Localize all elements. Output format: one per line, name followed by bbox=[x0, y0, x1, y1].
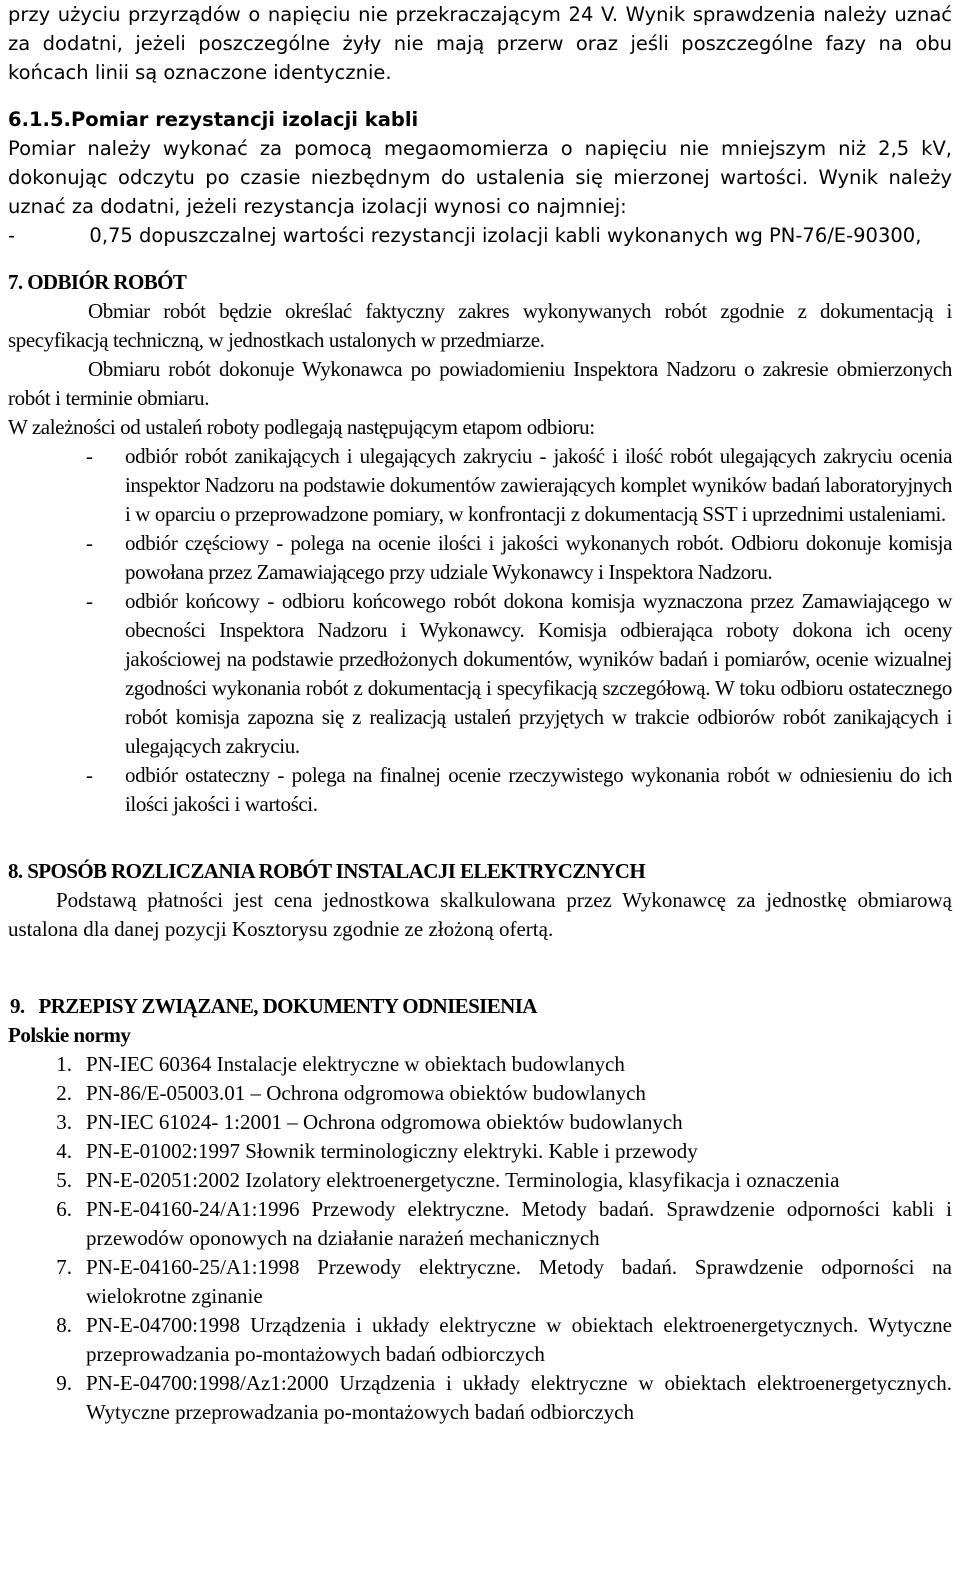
section-8-title: 8. SPOSÓB ROZLICZANIA ROBÓT INSTALACJI ELEKTRYCZNYCH bbox=[8, 859, 646, 883]
list-item: - odbiór robót zanikających i ulegających zakryciu - jakość i ilość robót ulegających zakryciu ocenia inspektor Nadzoru na podstawie dokumentów zawierających komplet wyników badań laboratoryjnych i w oparciu o przeprowadzone pomiary, w konfrontacji z dokumentacją SST i uprzednimi ustaleniami. bbox=[86, 444, 952, 526]
list-item: 8. PN-E-04700:1998 Urządzenia i układy elektryczne w obiektach elektroenergetycznych. Wytyczne przeprowadzania po-montażowych badań odbiorczych bbox=[56, 1313, 952, 1366]
section-9 bbox=[8, 992, 952, 1427]
list-item: - odbiór ostateczny - polega na finalnej ocenie rzeczywistego wykonania robót w odniesieniu do ich ilości jakości i wartości. bbox=[86, 763, 952, 816]
section-6-1-5-number: 6.1.5. bbox=[8, 108, 71, 131]
list-item: 2. PN-86/E-05003.01 – Ochrona odgromowa obiektów budowlanych bbox=[56, 1081, 646, 1105]
section-6-1-5 bbox=[8, 105, 952, 250]
section-8 bbox=[8, 857, 952, 944]
list-item: 5. PN-E-02051:2002 Izolatory elektroenergetyczne. Terminologia, klasyfikacja i oznaczenia bbox=[56, 1168, 840, 1192]
section-7-list bbox=[8, 442, 952, 819]
list-item: 4. PN-E-01002:1997 Słownik terminologiczny elektryki. Kable i przewody bbox=[56, 1139, 698, 1163]
list-item: - odbiór końcowy - odbioru końcowego robót dokona komisja wyznaczona przez Zamawiającego w obecności Inspektora Nadzoru i Wykonawcy. Komisja odbierająca roboty dokona ich oceny jakościowej na podstawie przedłożonych dokumentów, wyników badań i pomiarów, ocenie wizualnej zgodności wykonania robót z dokumentacją i specyfikacją szczegółową. W toku odbioru ostatecznego robót komisja zapozna się z realizacją ustaleń przyjętych w trakcie odbiorów robót zanikających i ulegających zakryciu. bbox=[86, 589, 952, 758]
norms-list bbox=[8, 1050, 952, 1427]
section-6-1-5-body: Pomiar należy wykonać za pomocą megaomomierza o napięciu nie mniejszym niż 2,5 kV, dokonując odczytu po czasie niezbędnym do ustalenia się mierzonej wartości. Wynik należy uznać za dodatni, jeżeli rezystancja izolacji wynosi co najmniej: bbox=[8, 137, 952, 218]
section-7 bbox=[8, 268, 952, 819]
section-7-para-3: W zależności od ustaleń roboty podlegają następującym etapom odbioru: bbox=[8, 415, 595, 439]
section-9-title: 9. PRZEPISY ZWIĄZANE, DOKUMENTY ODNIESIENIA bbox=[10, 994, 537, 1018]
section-6-1-5-title: Pomiar rezystancji izolacji kabli bbox=[70, 108, 419, 131]
section-7-para-1: Obmiar robót będzie określać faktyczny zakres wykonywanych robót zgodnie z dokumentacją i specyfikacją techniczną, w jednostkach ustalonych w przedmiarze. bbox=[8, 299, 952, 352]
section-7-para-2: Obmiaru robót dokonuje Wykonawca po powiadomieniu Inspektora Nadzoru o zakresie obmierzonych robót i terminie obmiaru. bbox=[8, 357, 952, 410]
list-item: 6. PN-E-04160-24/A1:1996 Przewody elektryczne. Metody badań. Sprawdzenie odporności kabli i przewodów oponowych na działanie narażeń mechanicznych bbox=[56, 1197, 952, 1250]
section-7-title: 7. ODBIÓR ROBÓT bbox=[8, 270, 187, 294]
section-6-1-5-heading bbox=[8, 105, 952, 134]
list-item: 7. PN-E-04160-25/A1:1998 Przewody elektryczne. Metody badań. Sprawdzenie odporności na wielokrotne zginanie bbox=[56, 1255, 952, 1308]
list-item: 1. PN-IEC 60364 Instalacje elektryczne w obiektach budowlanych bbox=[56, 1052, 625, 1076]
list-item: 9. PN-E-04700:1998/Az1:2000 Urządzenia i układy elektryczne w obiektach elektroenergetycznych. Wytyczne przeprowadzania po-montażowych badań odbiorczych bbox=[56, 1371, 952, 1424]
list-item: 3. PN-IEC 61024- 1:2001 – Ochrona odgromowa obiektów budowlanych bbox=[56, 1110, 683, 1134]
section-8-body: Podstawą płatności jest cena jednostkowa skalkulowana przez Wykonawcę za jednostkę obmiarową ustalona dla danej pozycji Kosztorysu zgodnie ze złożoną ofertą. bbox=[8, 888, 952, 941]
section-9-subtitle: Polskie normy bbox=[8, 1023, 131, 1047]
list-item: - odbiór częściowy - polega na ocenie ilości i jakości wykonanych robót. Odbioru dokonuje komisja powołana przez Zamawiającego przy udziale Wykonawcy i Inspektora Nadzoru. bbox=[86, 531, 952, 584]
intro-paragraph: przy użyciu przyrządów o napięciu nie przekraczającym 24 V. Wynik sprawdzenia należy uznać za dodatni, jeżeli poszczególne żyły nie mają przerw oraz jeśli poszczególne fazy na obu końcach linii są oznaczone identycznie. bbox=[8, 3, 952, 84]
section-6-1-5-item: - 0,75 dopuszczalnej wartości rezystancji izolacji kabli wykonanych wg PN-76/E-90300, bbox=[8, 224, 922, 247]
